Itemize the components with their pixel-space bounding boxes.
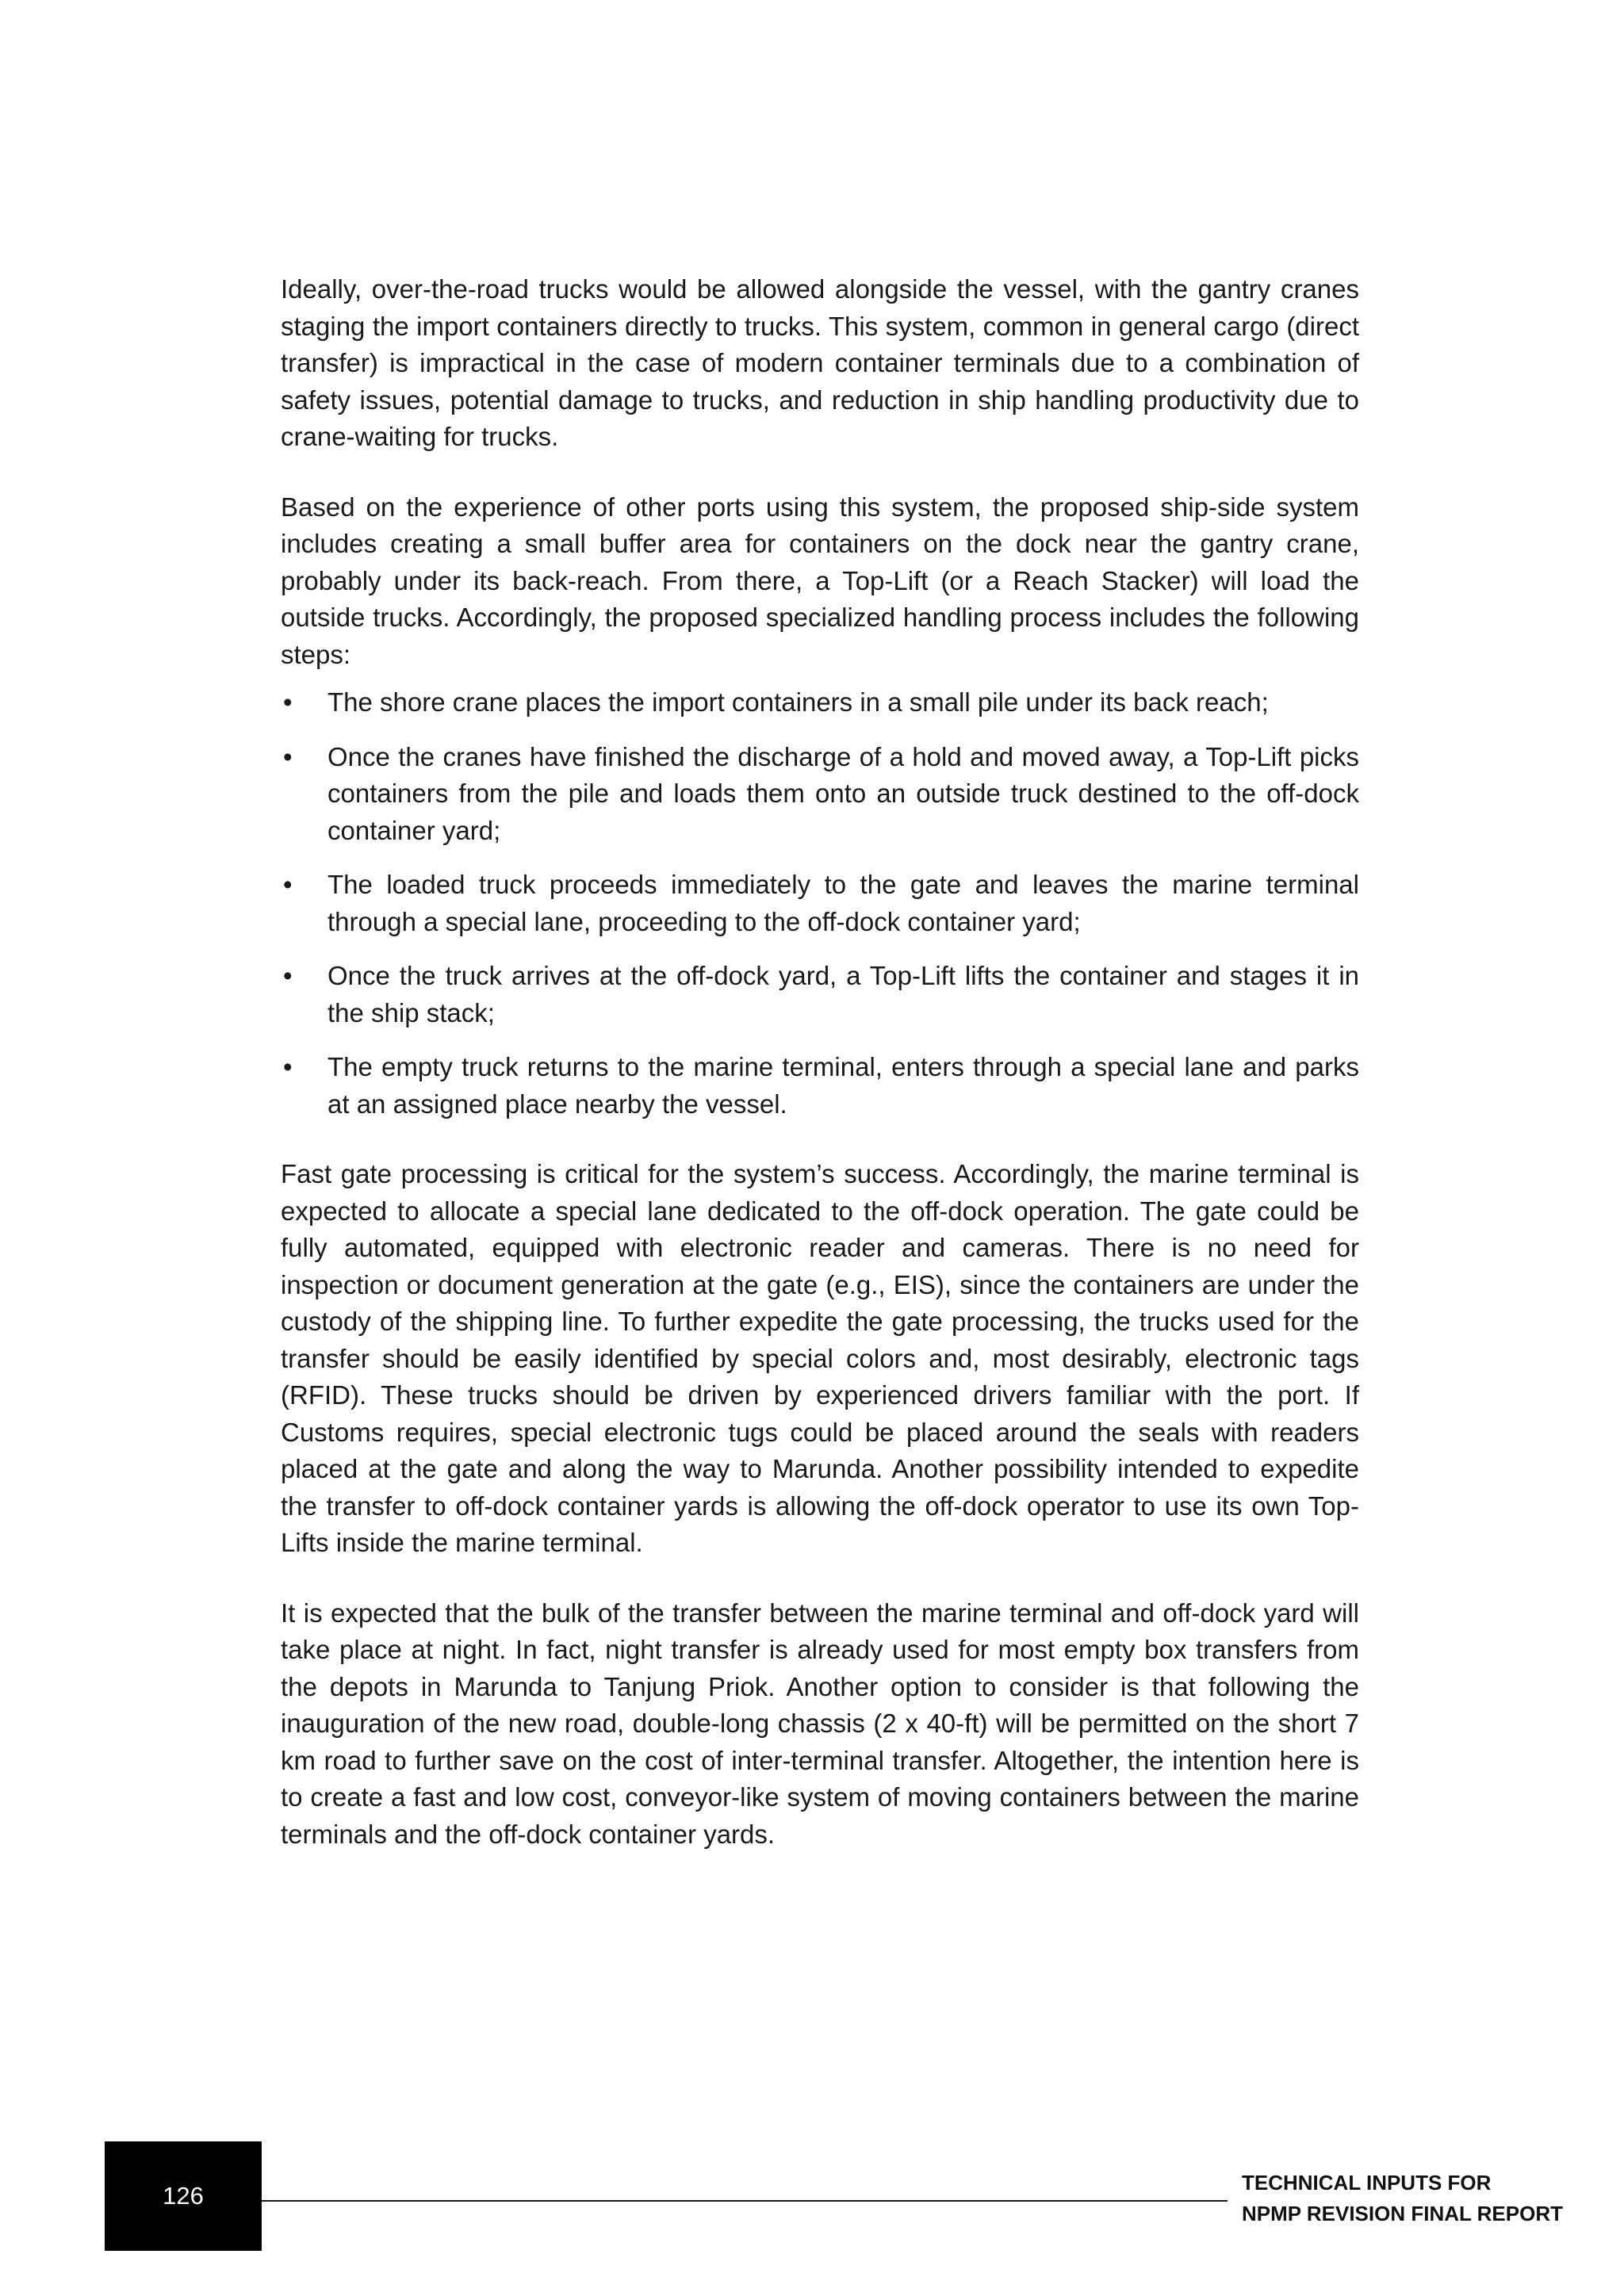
bullet-icon: • [283, 961, 293, 990]
list-item [281, 739, 1359, 850]
bullet-icon: • [283, 870, 293, 899]
document-body [281, 271, 1359, 1886]
list-item [281, 684, 1359, 721]
list-item-text: The loaded truck proceeds immediately to the gate and leaves the marine terminal through a special lane, proceeding to the off-dock container yard; [327, 870, 1359, 936]
handling-steps-list [281, 684, 1359, 1123]
list-item-text: Once the cranes have finished the discharge of a hold and moved away, a Top-Lift picks containers from the pile and loads them onto an outside truck destined to the off-dock container yard; [327, 741, 1359, 845]
bullet-icon: • [283, 741, 293, 771]
bullet-icon: • [283, 687, 293, 717]
page-number: 126 [163, 2182, 204, 2210]
list-item [281, 867, 1359, 940]
paragraph-direct-transfer: Ideally, over-the-road trucks would be allowed alongside the vessel, with the gantry cranes staging the import containers directly to trucks. This system, common in general cargo (direct transfer) is impractical in the case of modern container terminals due to a combination of safety issues, potential damage to trucks, and reduction in ship handling productivity due to crane-waiting for trucks. [281, 274, 1359, 451]
page-number-box [105, 2141, 262, 2251]
paragraph-ship-side-system: Based on the experience of other ports using this system, the proposed ship-side system includes creating a small buffer area for containers on the dock near the gantry crane, probably under its back-reach. From there, a Top-Lift (or a Reach Stacker) will load the outside trucks. Accordingly, the proposed specialized handling process includes the following steps: [281, 492, 1359, 669]
paragraph-night-transfer: It is expected that the bulk of the transfer between the marine terminal and off-dock yard will take place at night. In fact, night transfer is already used for most empty box transfers from the depots in Marunda to Tanjung Priok. Another option to consider is that following the inauguration of the new road, double-long chassis (2 x 40-ft) will be permitted on the short 7 km road to further save on the cost of inter-terminal transfer. Altogether, the intention here is to create a fast and low cost, conveyor-like system of moving containers between the marine terminals and the off-dock container yards. [281, 1598, 1359, 1849]
footer-title-line-2: NPMP REVISION FINAL REPORT [1242, 2202, 1563, 2225]
footer-divider [262, 2200, 1228, 2202]
list-item [281, 1049, 1359, 1123]
list-item [281, 958, 1359, 1031]
list-item-text: Once the truck arrives at the off-dock yard, a Top-Lift lifts the container and stages it in the ship stack; [327, 961, 1359, 1027]
footer-report-title [1242, 2168, 1563, 2229]
bullet-icon: • [283, 1052, 293, 1081]
list-item-text: The shore crane places the import containers in a small pile under its back reach; [327, 687, 1269, 717]
footer-title-line-1: TECHNICAL INPUTS FOR [1242, 2171, 1492, 2195]
paragraph-fast-gate-processing: Fast gate processing is critical for the system’s success. Accordingly, the marine terminal is expected to allocate a special lane dedicated to the off-dock operation. The gate could be fully automated, equipped with electronic reader and cameras. There is no need for inspection or document generation at the gate (e.g., EIS), since the containers are under the custody of the shipping line. To further expedite the gate processing, the trucks used for the transfer should be easily identified by special colors and, most desirably, electronic tags (RFID). These trucks should be driven by experienced drivers familiar with the port. If Customs requires, special electronic tugs could be placed around the seals with readers placed at the gate and along the way to Marunda. Another possibility intended to expedite the transfer to off-dock container yards is allowing the off-dock operator to use its own Top-Lifts inside the marine terminal. [281, 1159, 1359, 1557]
list-item-text: The empty truck returns to the marine terminal, enters through a special lane and parks at an assigned place nearby the vessel. [327, 1052, 1359, 1119]
